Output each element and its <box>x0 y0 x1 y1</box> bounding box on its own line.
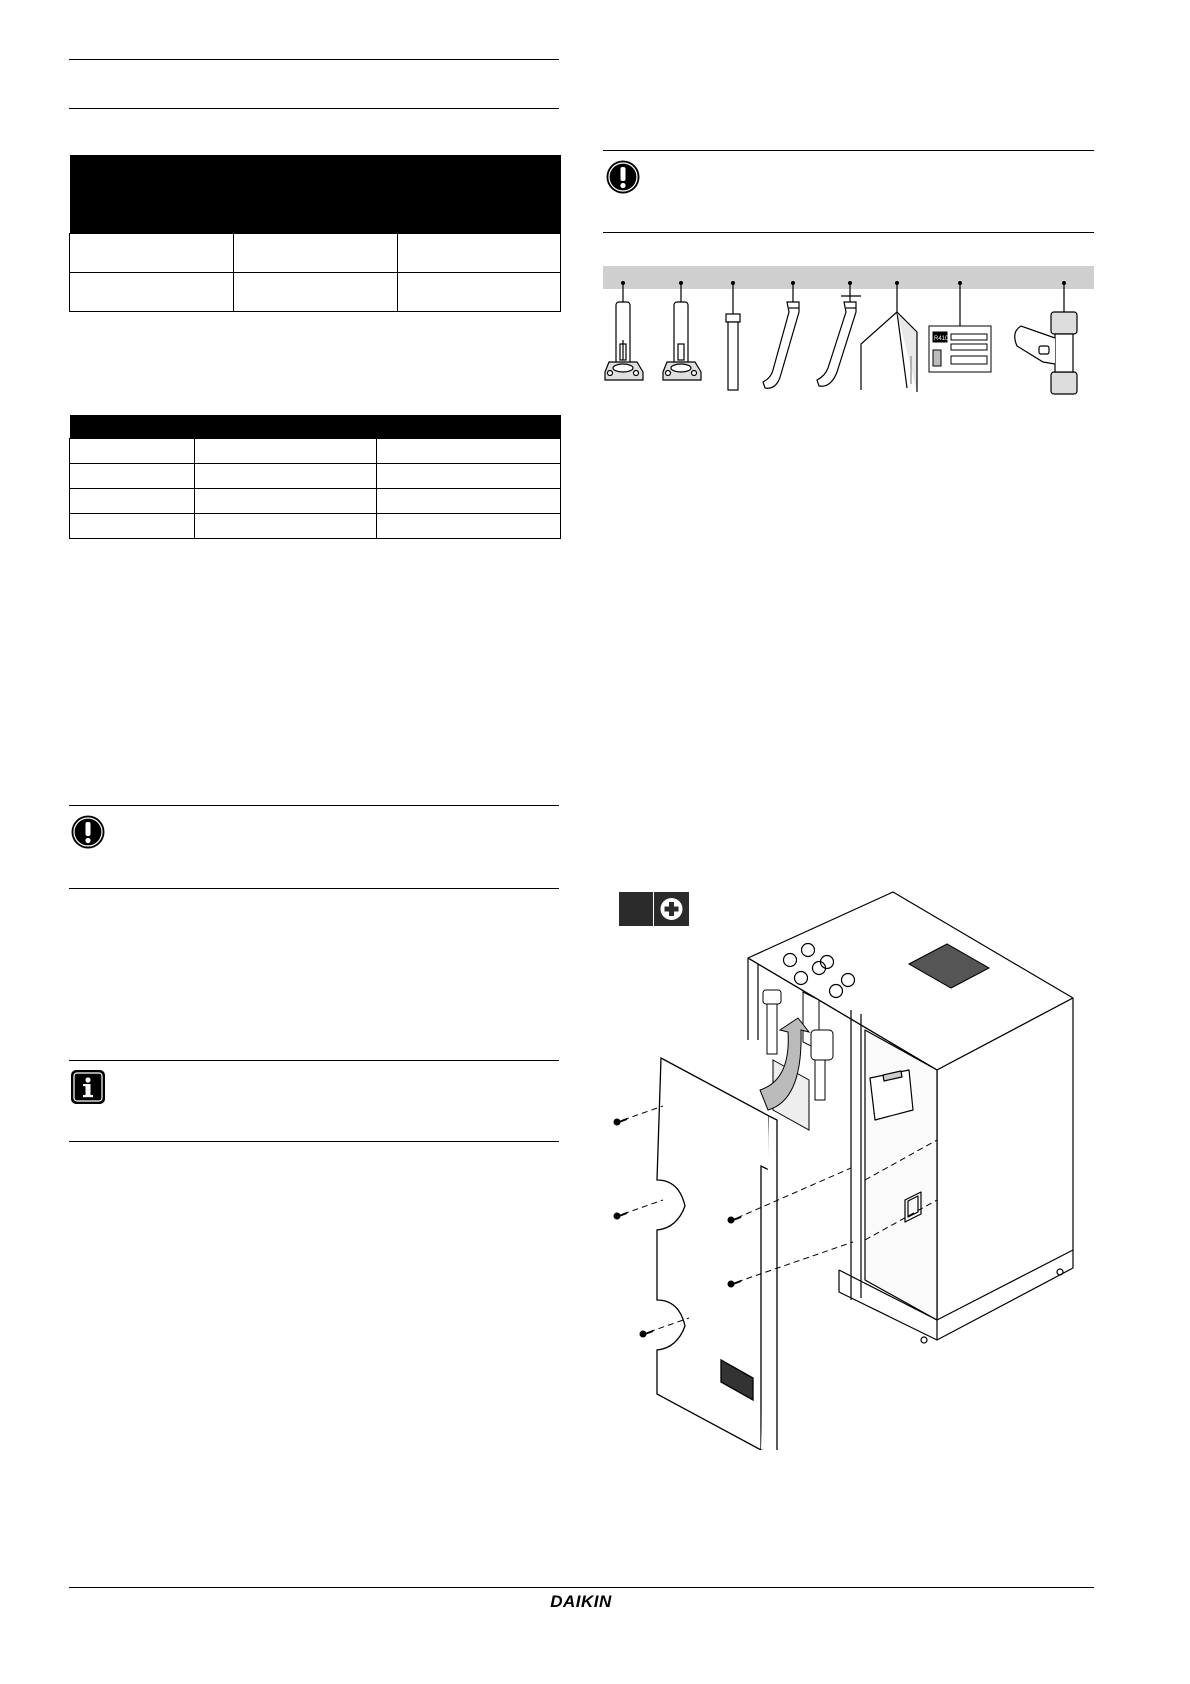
warning-note-rule-top <box>69 805 559 806</box>
table-row <box>70 489 561 514</box>
unit-front-panel-removal-figure <box>603 880 1094 1450</box>
table-cell <box>377 514 561 539</box>
footer-rule <box>69 1587 1094 1588</box>
table-cell <box>377 489 561 514</box>
bent-hose-2-icon <box>817 296 861 386</box>
table-cell <box>70 514 195 539</box>
valve-pipe-1-icon <box>605 302 643 380</box>
filter-icon <box>1015 312 1077 394</box>
header-rule-top <box>69 59 559 60</box>
info-note-rule-top <box>69 1060 559 1061</box>
table-cell <box>70 439 195 464</box>
info-icon <box>70 1069 106 1105</box>
accessories-figure <box>603 266 1094 396</box>
table-header-row <box>70 155 561 234</box>
table-cell <box>70 489 195 514</box>
table-row <box>70 514 561 539</box>
short-pipe-icon <box>726 314 740 390</box>
table-cell <box>398 273 561 312</box>
table-row <box>70 273 561 312</box>
header-rule-bottom <box>69 108 559 109</box>
table-row <box>70 439 561 464</box>
table-cell <box>234 234 398 273</box>
table-cell <box>70 273 234 312</box>
table-header-row <box>70 415 561 439</box>
table-header-cell <box>70 155 234 234</box>
warning-note-rule-bottom <box>69 888 559 889</box>
table-header-cell <box>70 415 561 439</box>
table-row <box>70 464 561 489</box>
refrigerant-label-icon <box>929 326 991 372</box>
table-cell <box>234 273 398 312</box>
valve-pipe-2-icon <box>663 302 701 380</box>
exclamation-icon <box>605 159 641 195</box>
bent-hose-1-icon <box>763 302 799 388</box>
table-header-cell <box>234 155 398 234</box>
table-cell <box>70 234 234 273</box>
specification-table-2 <box>69 415 561 539</box>
table-cell <box>195 489 377 514</box>
table-cell <box>398 234 561 273</box>
exclamation-icon <box>70 814 106 850</box>
svg-text:R410A: R410A <box>934 336 953 342</box>
specification-table-1 <box>69 155 561 312</box>
info-note-rule-bottom <box>69 1141 559 1142</box>
daikin-logo: DAIKIN <box>550 1592 612 1611</box>
table-cell <box>377 439 561 464</box>
right-warning-note-rule-top <box>603 150 1094 151</box>
front-panel <box>657 1058 777 1450</box>
right-warning-note-rule-bottom <box>603 232 1094 233</box>
table-cell <box>195 464 377 489</box>
table-cell <box>377 464 561 489</box>
table-cell <box>195 514 377 539</box>
screwdriver-tag <box>619 892 689 926</box>
table-cell <box>195 439 377 464</box>
manual-booklet-icon <box>861 312 917 392</box>
table-row <box>70 234 561 273</box>
table-cell <box>70 464 195 489</box>
table-header-cell <box>398 155 561 234</box>
